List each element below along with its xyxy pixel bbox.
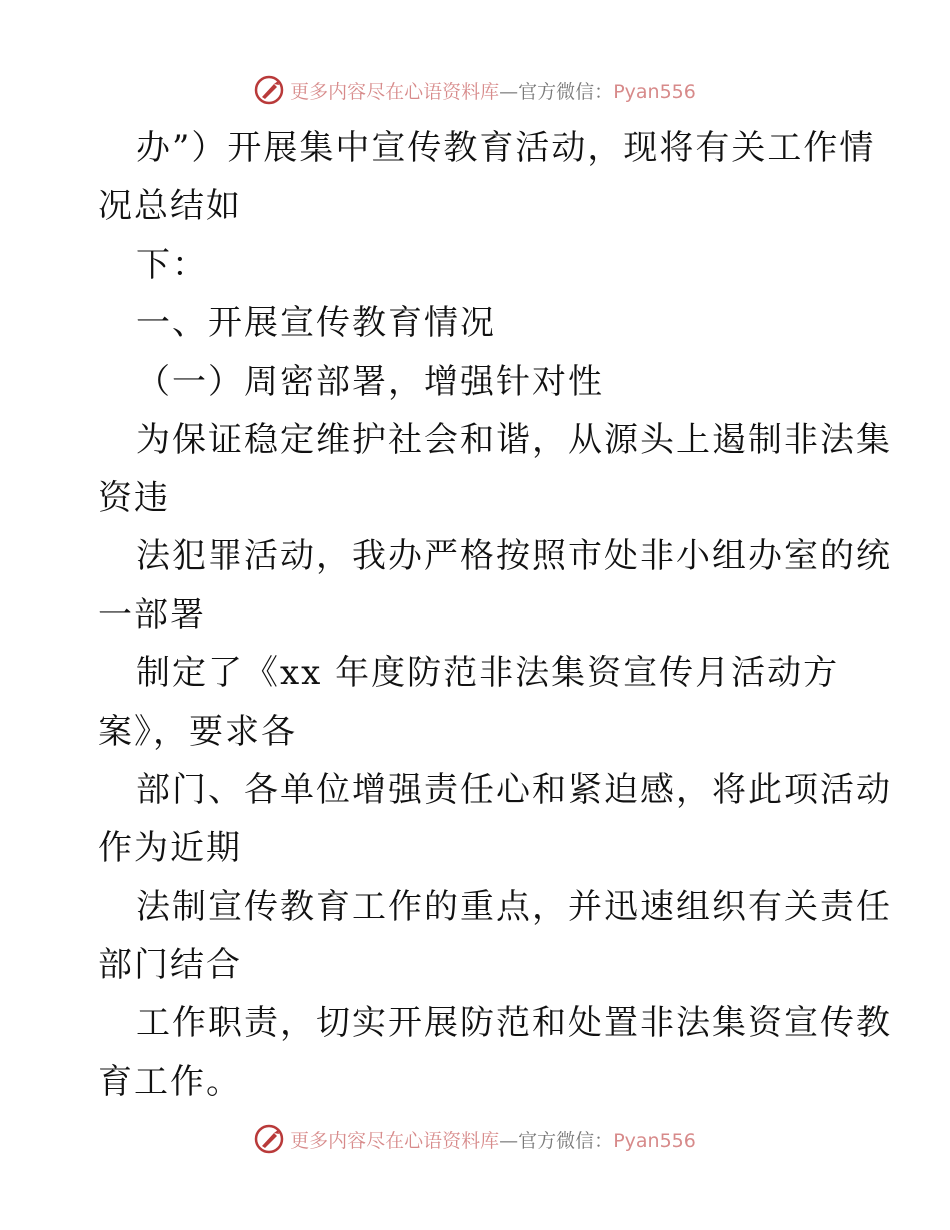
banner-wechat-label: 官方微信： bbox=[518, 1129, 614, 1152]
banner-wechat-label: 官方微信： bbox=[518, 80, 614, 103]
paragraph-line: 办”）开展集中宣传教育活动，现将有关工作情 bbox=[136, 128, 876, 168]
paragraph-line: 工作职责，切实开展防范和处置非法集资宣传教 bbox=[136, 1003, 892, 1043]
banner-text bbox=[290, 1126, 696, 1153]
subsection-heading: （一）周密部署，增强针对性 bbox=[136, 362, 604, 402]
paragraph-line: 况总结如 bbox=[98, 186, 242, 226]
paragraph-line: 部门结合 bbox=[98, 945, 242, 985]
quill-pen-logo-icon bbox=[254, 1124, 284, 1154]
banner-dash: — bbox=[499, 1129, 519, 1152]
banner-lead: 更多内容尽在心语资料库 bbox=[290, 1129, 500, 1152]
paragraph-line: 案》，要求各 bbox=[98, 712, 297, 752]
banner-wechat-id: Pyan556 bbox=[613, 1129, 696, 1152]
paragraph-line: 制定了《xx 年度防范非法集资宣传月活动方 bbox=[136, 653, 840, 693]
paragraph-line: 一部署 bbox=[98, 595, 206, 635]
banner-lead: 更多内容尽在心语资料库 bbox=[290, 80, 500, 103]
paragraph-line: 作为近期 bbox=[98, 828, 242, 868]
section-heading: 一、开展宣传教育情况 bbox=[136, 303, 496, 343]
banner-text bbox=[290, 77, 696, 104]
quill-pen-logo-icon bbox=[254, 75, 284, 105]
banner-wechat-id: Pyan556 bbox=[613, 80, 696, 103]
header-banner bbox=[0, 72, 950, 108]
paragraph-line: 下： bbox=[136, 245, 208, 285]
paragraph-line: 为保证稳定维护社会和谐，从源头上遏制非法集 bbox=[136, 420, 892, 460]
paragraph-line: 法制宣传教育工作的重点，并迅速组织有关责任 bbox=[136, 887, 892, 927]
banner-dash: — bbox=[499, 80, 519, 103]
footer-banner bbox=[0, 1121, 950, 1157]
paragraph-line: 部门、各单位增强责任心和紧迫感，将此项活动 bbox=[136, 770, 892, 810]
paragraph-line: 法犯罪活动，我办严格按照市处非小组办室的统 bbox=[136, 536, 892, 576]
paragraph-line: 资违 bbox=[98, 478, 170, 518]
paragraph-line: 育工作。 bbox=[98, 1062, 242, 1102]
